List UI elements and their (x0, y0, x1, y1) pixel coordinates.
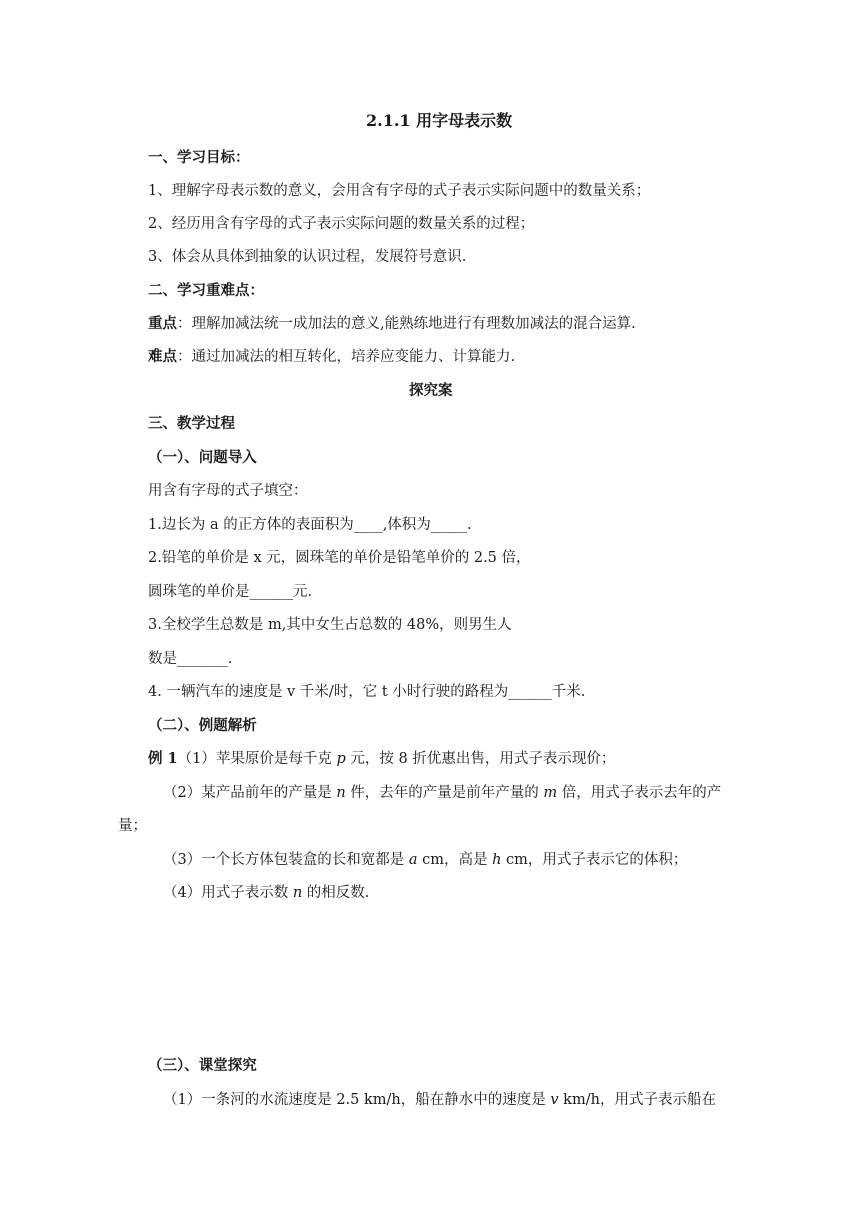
question-2-line-1: 2.铅笔的单价是 x 元，圆珠笔的单价是铅笔单价的 2.5 倍， (148, 550, 531, 566)
explore-text: km/h，用式子表示船在 (558, 1092, 716, 1108)
objective-item-3: 3、体会从具体到抽象的认识过程，发展符号意识. (148, 249, 467, 265)
question-3-line-1: 3.全校学生总数是 m,其中女生占总数的 48%，则男生人 (148, 617, 512, 633)
example-text: （4）用式子表示数 (163, 885, 293, 901)
example-1-part-1 (148, 750, 615, 768)
example-1-part-2 (163, 784, 721, 802)
variable-a: a (408, 852, 418, 868)
question-3-line-2: 数是_______. (148, 651, 233, 667)
example-text: （3）一个长方体包装盒的长和宽都是 (163, 852, 409, 868)
key-point-label: 重点 (148, 315, 177, 332)
example-text: 件，去年的产量是前年产量的 (345, 785, 544, 801)
difficult-point-line (148, 348, 515, 366)
key-point-line (148, 315, 636, 333)
example-text: 的相反数. (302, 885, 370, 901)
example-text: 元，按 8 折优惠出售，用式子表示现价； (345, 751, 616, 767)
variable-h: h (492, 852, 502, 868)
section2-heading: 二、学习重难点： (148, 282, 264, 299)
key-point-text: ：理解加减法统一成加法的意义,能熟练地进行有理数加减法的混合运算. (177, 316, 636, 332)
part3-heading: （三）、课堂探究 (148, 1057, 257, 1074)
example-text: cm，高是 (417, 852, 493, 868)
example-text: （1）苹果原价是每千克 (177, 751, 337, 767)
part2-heading: （二）、例题解析 (148, 717, 257, 734)
example-text: 倍，用式子表示去年的产 (557, 785, 722, 801)
variable-n: n (292, 885, 303, 901)
part1-intro: 用含有字母的式子填空： (148, 483, 308, 499)
question-1: 1.边长为 a 的正方体的表面积为____,体积为_____. (148, 517, 472, 533)
question-4: 4. 一辆汽车的速度是 v 千米/时，它 t 小时行驶的路程为______千米. (148, 684, 586, 700)
explore-title: 探究案 (409, 382, 453, 399)
question-2-line-2: 圆珠笔的单价是______元. (148, 584, 313, 600)
difficult-point-label: 难点 (148, 348, 177, 365)
variable-v: v (550, 1092, 559, 1108)
variable-n: n (336, 785, 346, 801)
variable-m: m (543, 785, 558, 801)
objective-item-2: 2、经历用含有字母的式子表示实际问题的数量关系的过程； (148, 216, 535, 232)
difficult-point-text: ：通过加减法的相互转化，培养应变能力、计算能力. (177, 349, 516, 365)
objective-item-1: 1、理解字母表示数的意义，会用含有字母的式子表示实际问题中的数量关系； (148, 183, 651, 199)
example-label: 例 1 (148, 750, 178, 767)
explore-text: （1）一条河的水流速度是 2.5 km/h，船在静水中的速度是 (163, 1092, 551, 1108)
section1-heading: 一、学习目标： (148, 149, 250, 166)
section3-heading: 三、教学过程 (148, 415, 235, 432)
explore-question-1 (163, 1091, 716, 1109)
example-text: cm，用式子表示它的体积； (501, 852, 688, 868)
example-1-part-2-continued: 量； (118, 818, 147, 834)
variable-p: p (336, 751, 346, 767)
example-1-part-3 (163, 851, 687, 869)
example-1-part-4 (163, 884, 369, 902)
part1-heading: （一）、问题导入 (148, 449, 257, 466)
page-title: 2.1.1 用字母表示数 (366, 111, 513, 130)
example-text: （2）某产品前年的产量是 (163, 785, 337, 801)
